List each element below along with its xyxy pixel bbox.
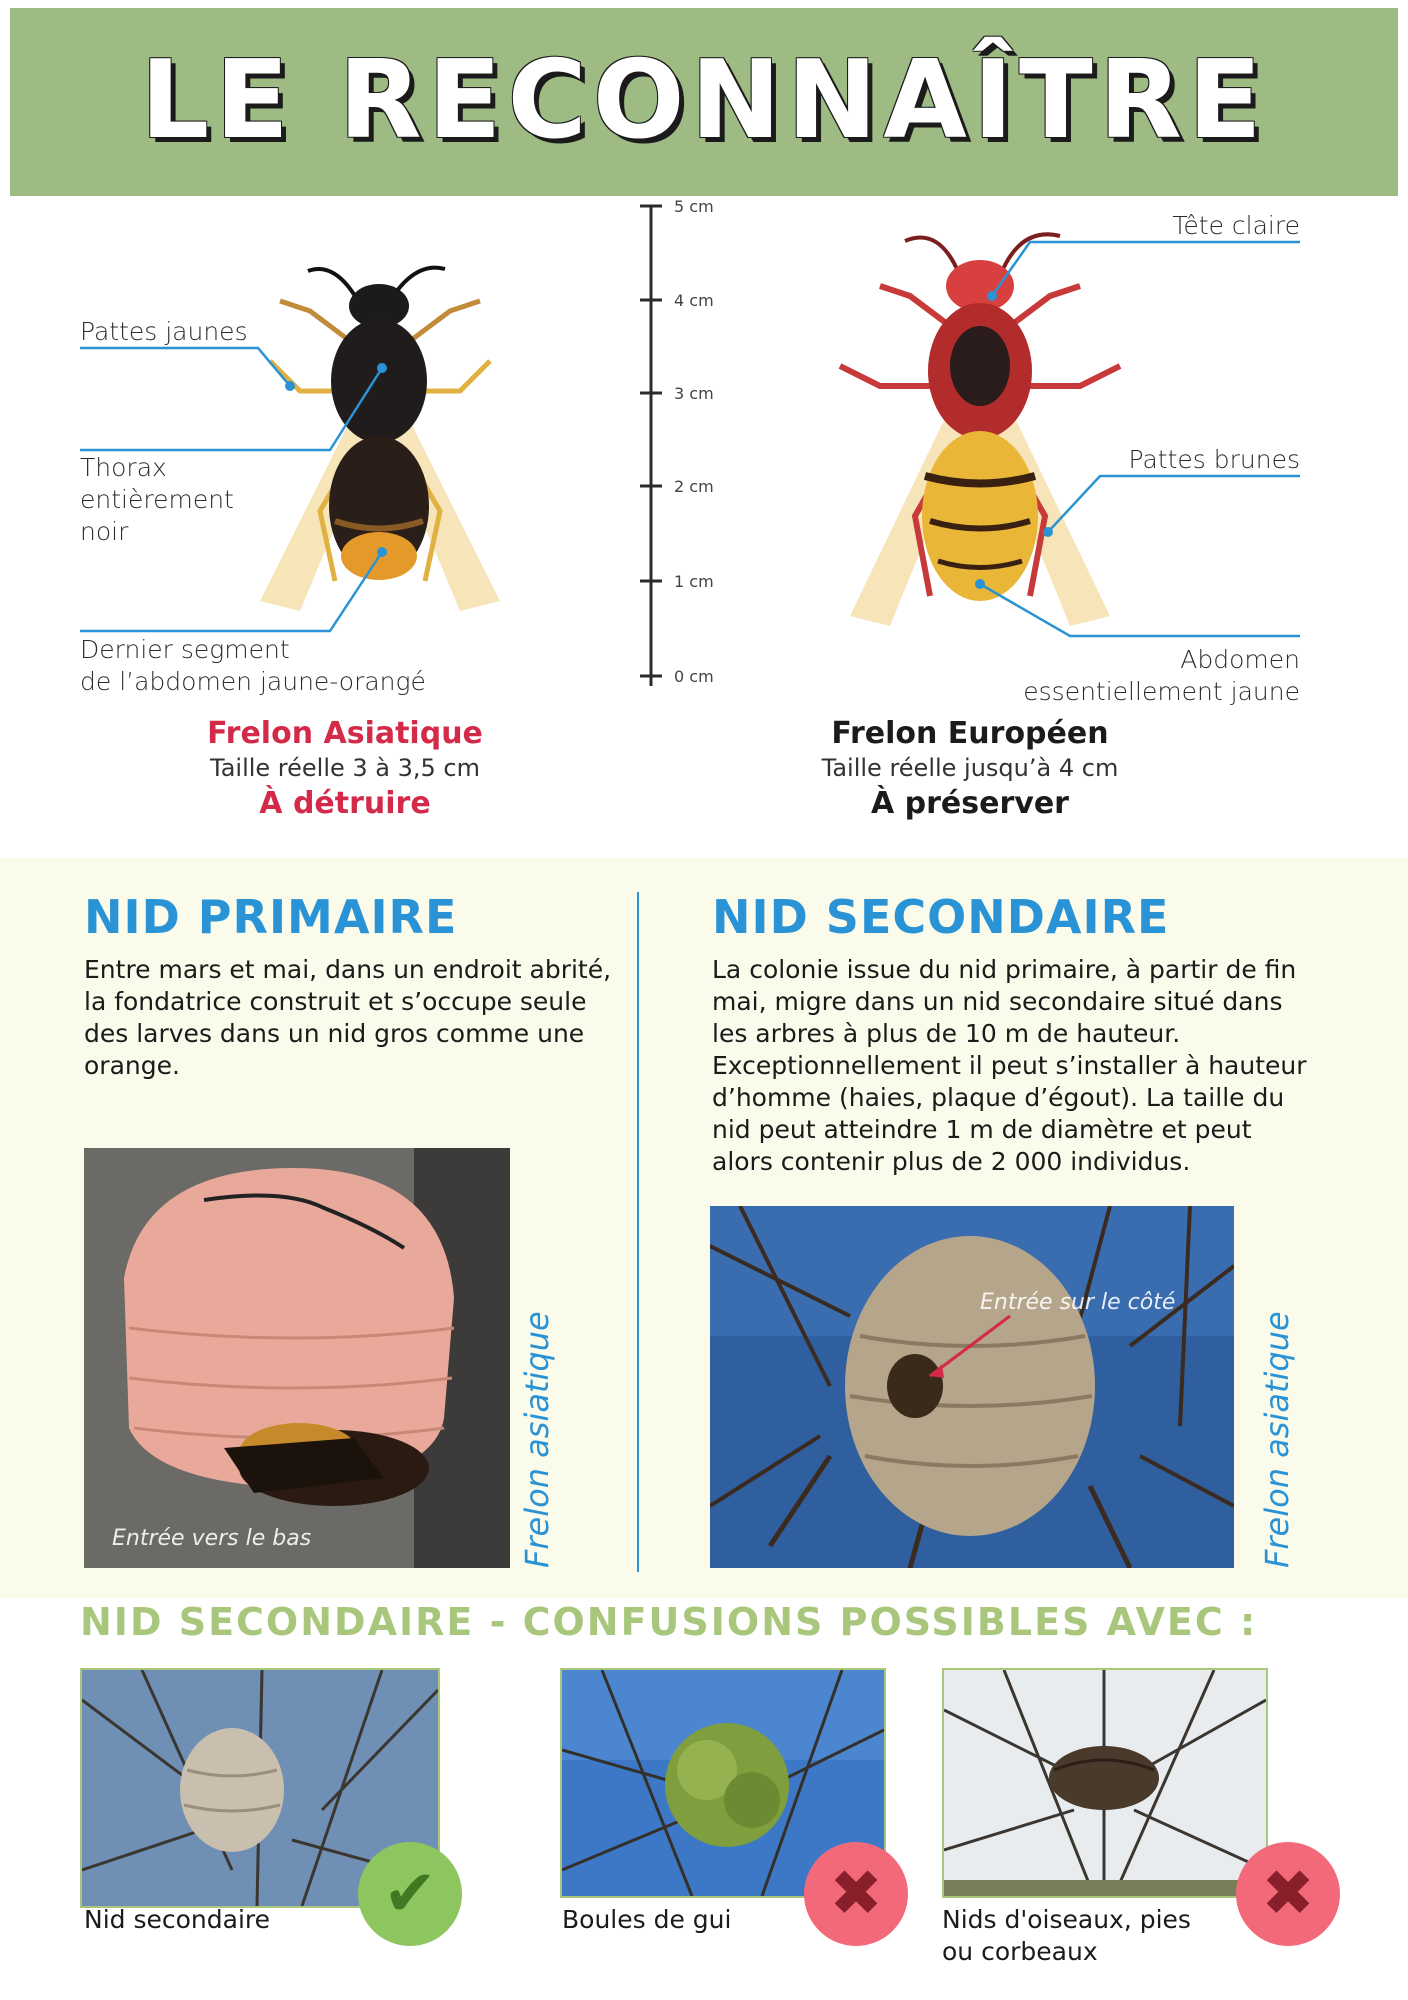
secondary-photo-caption: Entrée sur le côté bbox=[980, 1290, 1176, 1315]
label-orange-abdomen: Dernier segment de l’abdomen jaune-orangé bbox=[80, 635, 426, 696]
primary-nest-photo bbox=[84, 1148, 510, 1568]
scale-tick-0cm: 0 cm bbox=[674, 667, 714, 686]
primary-side-label: Frelon asiatique bbox=[518, 1311, 556, 1568]
label-yellow-abdomen: Abdomen essentiellement jaune bbox=[1023, 645, 1300, 706]
cross-icon: ✖ bbox=[804, 1842, 908, 1946]
confusion-caption-mistletoe: Boules de gui bbox=[562, 1905, 732, 1934]
confusions-title: NID SECONDAIRE - CONFUSIONS POSSIBLES AVEC : bbox=[80, 1600, 1258, 1644]
page-title: LE RECONNAÎTRE bbox=[140, 38, 1268, 163]
label-light-head: Tête claire bbox=[1172, 211, 1300, 240]
secondary-nest-title: NID SECONDAIRE bbox=[712, 890, 1170, 944]
confusion-caption-secondary-nest: Nid secondaire bbox=[84, 1905, 270, 1934]
confusion-caption-bird-nest: Nids d'oiseaux, pies ou corbeaux bbox=[942, 1905, 1191, 1966]
european-species-name: Frelon Européen bbox=[831, 716, 1109, 751]
label-yellow-legs: Pattes jaunes bbox=[80, 317, 248, 346]
primary-photo-caption: Entrée vers le bas bbox=[112, 1526, 312, 1551]
secondary-nest-text: La colonie issue du nid primaire, à partir de fin mai, migre dans un nid secondaire situé dans les arbres à plus de 10 m de hauteur. Exceptionnellement il peut s’installer à hauteur d’homme (haies, plaque d’égout). La taille du nid peut atteindre 1 m de diamètre et peut alors contenir plus de 2 000 individus. bbox=[712, 955, 1307, 1176]
scale-tick-3cm: 3 cm bbox=[674, 384, 714, 403]
nests-divider bbox=[637, 892, 639, 1572]
anatomy-section bbox=[0, 196, 1408, 836]
header-banner bbox=[10, 8, 1398, 196]
label-black-thorax: Thorax entièrement noir bbox=[80, 453, 234, 546]
primary-nest-title: NID PRIMAIRE bbox=[84, 890, 458, 944]
label-brown-legs: Pattes brunes bbox=[1128, 445, 1300, 474]
confusion-photo-bird-nest bbox=[942, 1668, 1268, 1898]
scale-tick-2cm: 2 cm bbox=[674, 477, 714, 496]
asian-leader-lines bbox=[0, 196, 640, 696]
scale-tick-5cm: 5 cm bbox=[674, 197, 714, 216]
size-scale-ruler bbox=[630, 196, 750, 696]
european-real-size: Taille réelle jusqu’à 4 cm bbox=[821, 754, 1119, 782]
cross-icon: ✖ bbox=[1236, 1842, 1340, 1946]
asian-species-name: Frelon Asiatique bbox=[207, 716, 483, 751]
scale-tick-1cm: 1 cm bbox=[674, 572, 714, 591]
scale-tick-4cm: 4 cm bbox=[674, 291, 714, 310]
secondary-nest-photo bbox=[710, 1206, 1234, 1568]
european-status: À préserver bbox=[871, 786, 1069, 821]
check-icon: ✔ bbox=[358, 1842, 462, 1946]
asian-real-size: Taille réelle 3 à 3,5 cm bbox=[210, 754, 480, 782]
secondary-side-label: Frelon asiatique bbox=[1258, 1311, 1296, 1568]
asian-status: À détruire bbox=[259, 786, 431, 821]
primary-nest-text: Entre mars et mai, dans un endroit abrité, la fondatrice construit et s’occupe seule des larves dans un nid gros comme une orange. bbox=[84, 955, 612, 1080]
